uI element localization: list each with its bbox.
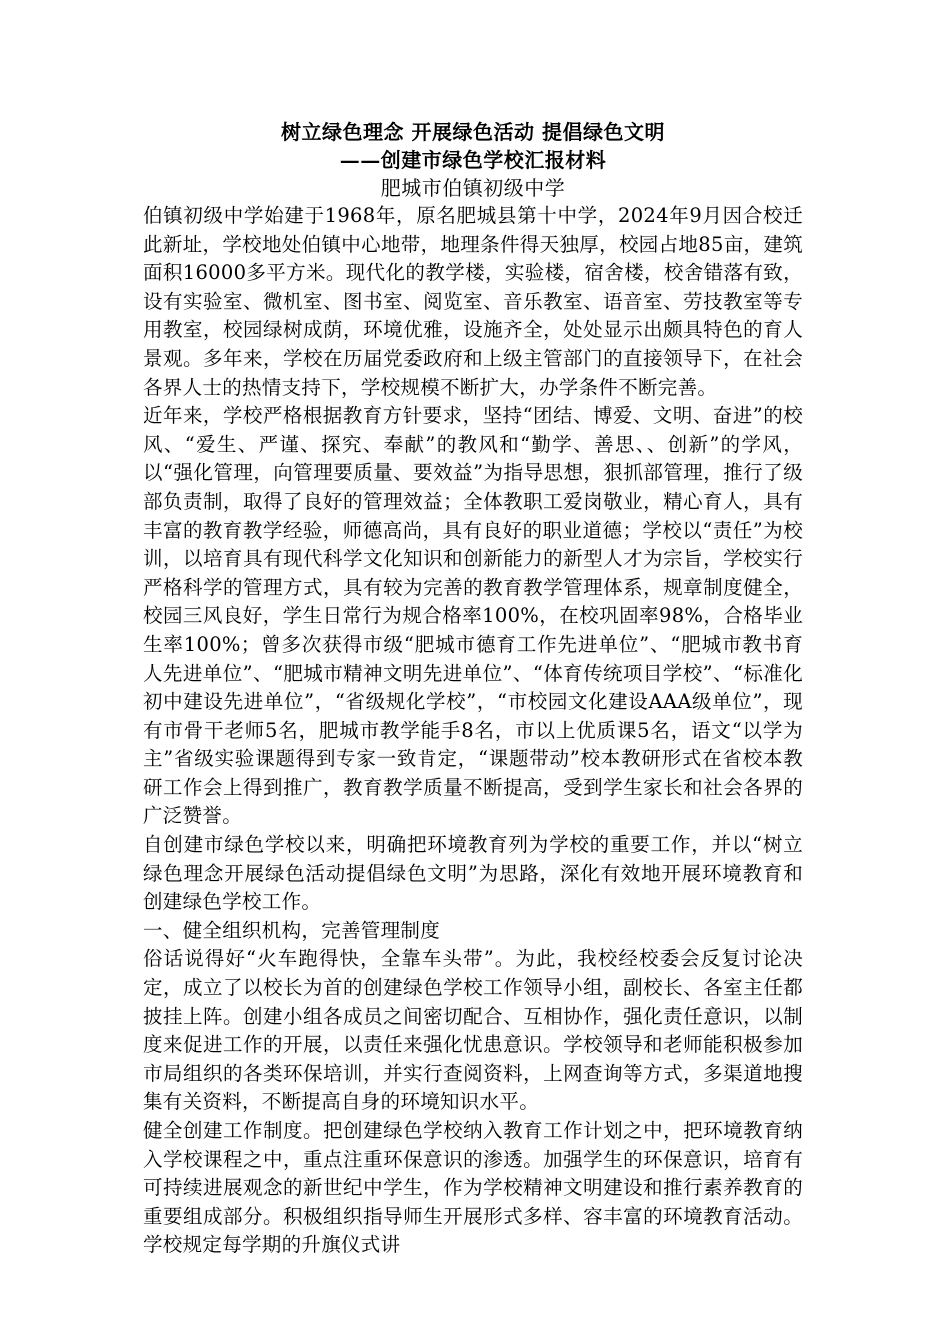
section-heading: 一、健全组织机构，完善管理制度 xyxy=(143,918,441,942)
paragraph-system: 健全创建工作制度。把创建绿色学校纳入教育工作计划之中，把环境教育纳入学校课程之中，重点注重环保意识的渗透。加强学生的环保意识，培育有可持续进展观念的新世纪中学生，作为学校精神文明建设和推行素养教育的重要组成部分。积极组织指导师生开展形式多样、容丰富的环境教育活动。学校规定每学期的升旗仪式讲 xyxy=(143,1119,803,1257)
document-title: 树立绿色理念 开展绿色活动 提倡绿色文明 xyxy=(281,120,665,144)
organization-name: 肥城市伯镇初级中学 xyxy=(380,176,566,200)
paragraph-intro: 伯镇初级中学始建于1968年，原名肥城县第十中学，2024年9月因合校迁此新址，学校地处伯镇中心地带，地理条件得天独厚，校园占地85亩，建筑面积16000多平方米。现代化的教学楼，实验楼，宿舍楼，校舍错落有致，设有实验室、微机室、图书室、阅览室、音乐教室、语音室、劳技教室等专用教室，校园绿树成荫，环境优雅，设施齐全，处处显示出颇具特色的育人景观。多年来，学校在历届党委政府和上级主管部门的直接领导下，在社会各界人士的热情支持下，学校规模不断扩大，办学条件不断完善。 xyxy=(143,204,803,399)
document-subtitle: ——创建市绿色学校汇报材料 xyxy=(339,148,607,172)
document-page xyxy=(143,118,803,1260)
paragraph-green-school: 自创建市绿色学校以来，明确把环境教育列为学校的重要工作，并以“树立绿色理念开展绿色活动提倡绿色文明”为思路，深化有效地开展环境教育和创建绿色学校工作。 xyxy=(143,833,803,914)
paragraph-organization: 俗话说得好“火车跑得快，全靠车头带”。为此，我校经校委会反复讨论决定，成立了以校长为首的创建绿色学校工作领导小组，副校长、各室主任都披挂上阵。创建小组各成员之间密切配合、互相协作，强化责任意识，以制度来促进工作的开展，以责任来强化忧患意识。学校领导和老师能积极参加市局组织的各类环保培训，并实行查阅资料，上网查询等方式，多渠道地搜集有关资料，不断提高自身的环境知识水平。 xyxy=(143,947,803,1114)
paragraph-achievements: 近年来，学校严格根据教育方针要求，坚持“团结、博爱、文明、奋进”的校风、“爱生、严谨、探究、奉献”的教风和“勤学、善思、、创新”的学风，以“强化管理，向管理要质量、要效益”为指导思想，狠抓部管理，推行了级部负责制，取得了良好的管理效益；全体教职工爱岗敬业，精心育人，具有丰富的教育教学经验，师德高尚，具有良好的职业道德；学校以“责任”为校训，以培育具有现代科学文化知识和创新能力的新型人才为宗旨，学校实行严格科学的管理方式，具有较为完善的教育教学管理体系，规章制度健全，校园三风良好，学生日常行为规合格率100%，在校巩固率98%，合格毕业生率100%；曾多次获得市级“肥城市德育工作先进单位”、“肥城市教书育人先进单位”、“肥城市精神文明先进单位”、“体育传统项目学校”、“标准化初中建设先进单位”，“省级规化学校”，“市校园文化建设AAA级单位”，现有市骨干老师5名，肥城市教学能手8名，市以上优质课5名，语文“以学为主”省级实验课题得到专家一致肯定，“课题带动”校本教研形式在省校本教研工作会上得到推广，教育教学质量不断提高，受到学生家长和社会各界的广泛赞誉。 xyxy=(143,404,803,828)
